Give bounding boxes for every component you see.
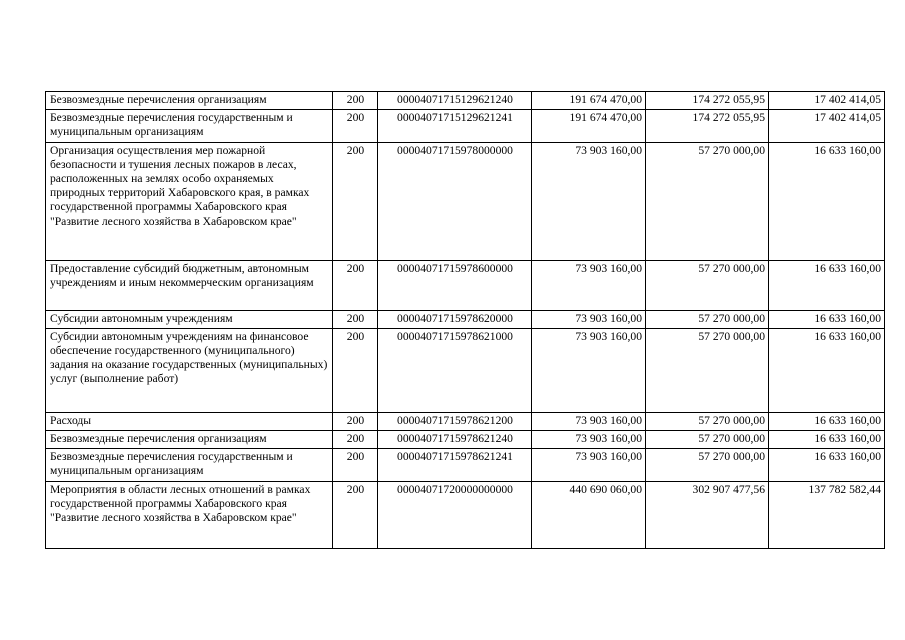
row-approved-amount-cell: 440 690 060,00	[532, 481, 646, 548]
row-unexecuted-amount-cell: 16 633 160,00	[769, 142, 885, 260]
row-name-cell: Предоставление субсидий бюджетным, автономным учреждениям и иным некоммерческим организациям	[46, 260, 333, 310]
table-row	[46, 328, 885, 412]
row-executed-amount-cell: 174 272 055,95	[646, 110, 769, 142]
row-unexecuted-amount-cell: 137 782 582,44	[769, 481, 885, 548]
row-approved-amount-cell: 191 674 470,00	[532, 110, 646, 142]
row-approved-amount-cell: 73 903 160,00	[532, 260, 646, 310]
row-unexecuted-amount-cell: 16 633 160,00	[769, 328, 885, 412]
table-row	[46, 310, 885, 328]
row-approved-amount-cell: 73 903 160,00	[532, 431, 646, 449]
row-approved-amount-cell: 73 903 160,00	[532, 328, 646, 412]
row-classification-code-cell: 00004071715978621000	[378, 328, 532, 412]
table-row	[46, 481, 885, 548]
row-admin-code-cell: 200	[333, 260, 378, 310]
row-name-cell: Субсидии автономным учреждениям на финансовое обеспечение государственного (муниципального) задания на оказание государственных (муниципальных) услуг (выполнение работ)	[46, 328, 333, 412]
row-executed-amount-cell: 57 270 000,00	[646, 328, 769, 412]
row-classification-code-cell: 00004071715978620000	[378, 310, 532, 328]
row-executed-amount-cell: 57 270 000,00	[646, 142, 769, 260]
row-unexecuted-amount-cell: 16 633 160,00	[769, 412, 885, 430]
table-row	[46, 92, 885, 110]
row-executed-amount-cell: 57 270 000,00	[646, 260, 769, 310]
table-row	[46, 142, 885, 260]
row-name-cell: Организация осуществления мер пожарной безопасности и тушения лесных пожаров в лесах, расположенных на землях особо охраняемых природных территорий Хабаровского края, в рамках государственной программы Хабаровского края "Развитие лесного хозяйства в Хабаровском крае"	[46, 142, 333, 260]
row-name-cell: Безвозмездные перечисления государственным и муниципальным организациям	[46, 449, 333, 481]
row-admin-code-cell: 200	[333, 412, 378, 430]
row-approved-amount-cell: 73 903 160,00	[532, 449, 646, 481]
row-admin-code-cell: 200	[333, 431, 378, 449]
row-classification-code-cell: 00004071715978621240	[378, 431, 532, 449]
row-unexecuted-amount-cell: 17 402 414,05	[769, 110, 885, 142]
row-unexecuted-amount-cell: 17 402 414,05	[769, 92, 885, 110]
row-unexecuted-amount-cell: 16 633 160,00	[769, 449, 885, 481]
row-unexecuted-amount-cell: 16 633 160,00	[769, 310, 885, 328]
row-executed-amount-cell: 57 270 000,00	[646, 449, 769, 481]
row-executed-amount-cell: 57 270 000,00	[646, 412, 769, 430]
table-row	[46, 412, 885, 430]
row-admin-code-cell: 200	[333, 310, 378, 328]
row-admin-code-cell: 200	[333, 142, 378, 260]
row-approved-amount-cell: 73 903 160,00	[532, 310, 646, 328]
row-unexecuted-amount-cell: 16 633 160,00	[769, 431, 885, 449]
row-approved-amount-cell: 73 903 160,00	[532, 412, 646, 430]
row-classification-code-cell: 00004071715978621200	[378, 412, 532, 430]
row-executed-amount-cell: 174 272 055,95	[646, 92, 769, 110]
row-unexecuted-amount-cell: 16 633 160,00	[769, 260, 885, 310]
row-classification-code-cell: 00004071715978621241	[378, 449, 532, 481]
row-classification-code-cell: 00004071715978600000	[378, 260, 532, 310]
table-row	[46, 431, 885, 449]
row-executed-amount-cell: 57 270 000,00	[646, 431, 769, 449]
row-admin-code-cell: 200	[333, 449, 378, 481]
budget-expenditure-table	[45, 91, 885, 549]
row-admin-code-cell: 200	[333, 328, 378, 412]
row-classification-code-cell: 00004071715129621240	[378, 92, 532, 110]
row-admin-code-cell: 200	[333, 92, 378, 110]
row-name-cell: Субсидии автономным учреждениям	[46, 310, 333, 328]
row-name-cell: Безвозмездные перечисления организациям	[46, 431, 333, 449]
row-classification-code-cell: 00004071715129621241	[378, 110, 532, 142]
row-approved-amount-cell: 73 903 160,00	[532, 142, 646, 260]
row-executed-amount-cell: 57 270 000,00	[646, 310, 769, 328]
row-classification-code-cell: 00004071715978000000	[378, 142, 532, 260]
table-row	[46, 110, 885, 142]
table-row	[46, 260, 885, 310]
row-approved-amount-cell: 191 674 470,00	[532, 92, 646, 110]
row-name-cell: Безвозмездные перечисления организациям	[46, 92, 333, 110]
row-name-cell: Безвозмездные перечисления государственным и муниципальным организациям	[46, 110, 333, 142]
row-admin-code-cell: 200	[333, 481, 378, 548]
row-name-cell: Мероприятия в области лесных отношений в рамках государственной программы Хабаровского края "Развитие лесного хозяйства в Хабаровском крае"	[46, 481, 333, 548]
row-classification-code-cell: 00004071720000000000	[378, 481, 532, 548]
row-admin-code-cell: 200	[333, 110, 378, 142]
row-name-cell: Расходы	[46, 412, 333, 430]
row-executed-amount-cell: 302 907 477,56	[646, 481, 769, 548]
table-row	[46, 449, 885, 481]
